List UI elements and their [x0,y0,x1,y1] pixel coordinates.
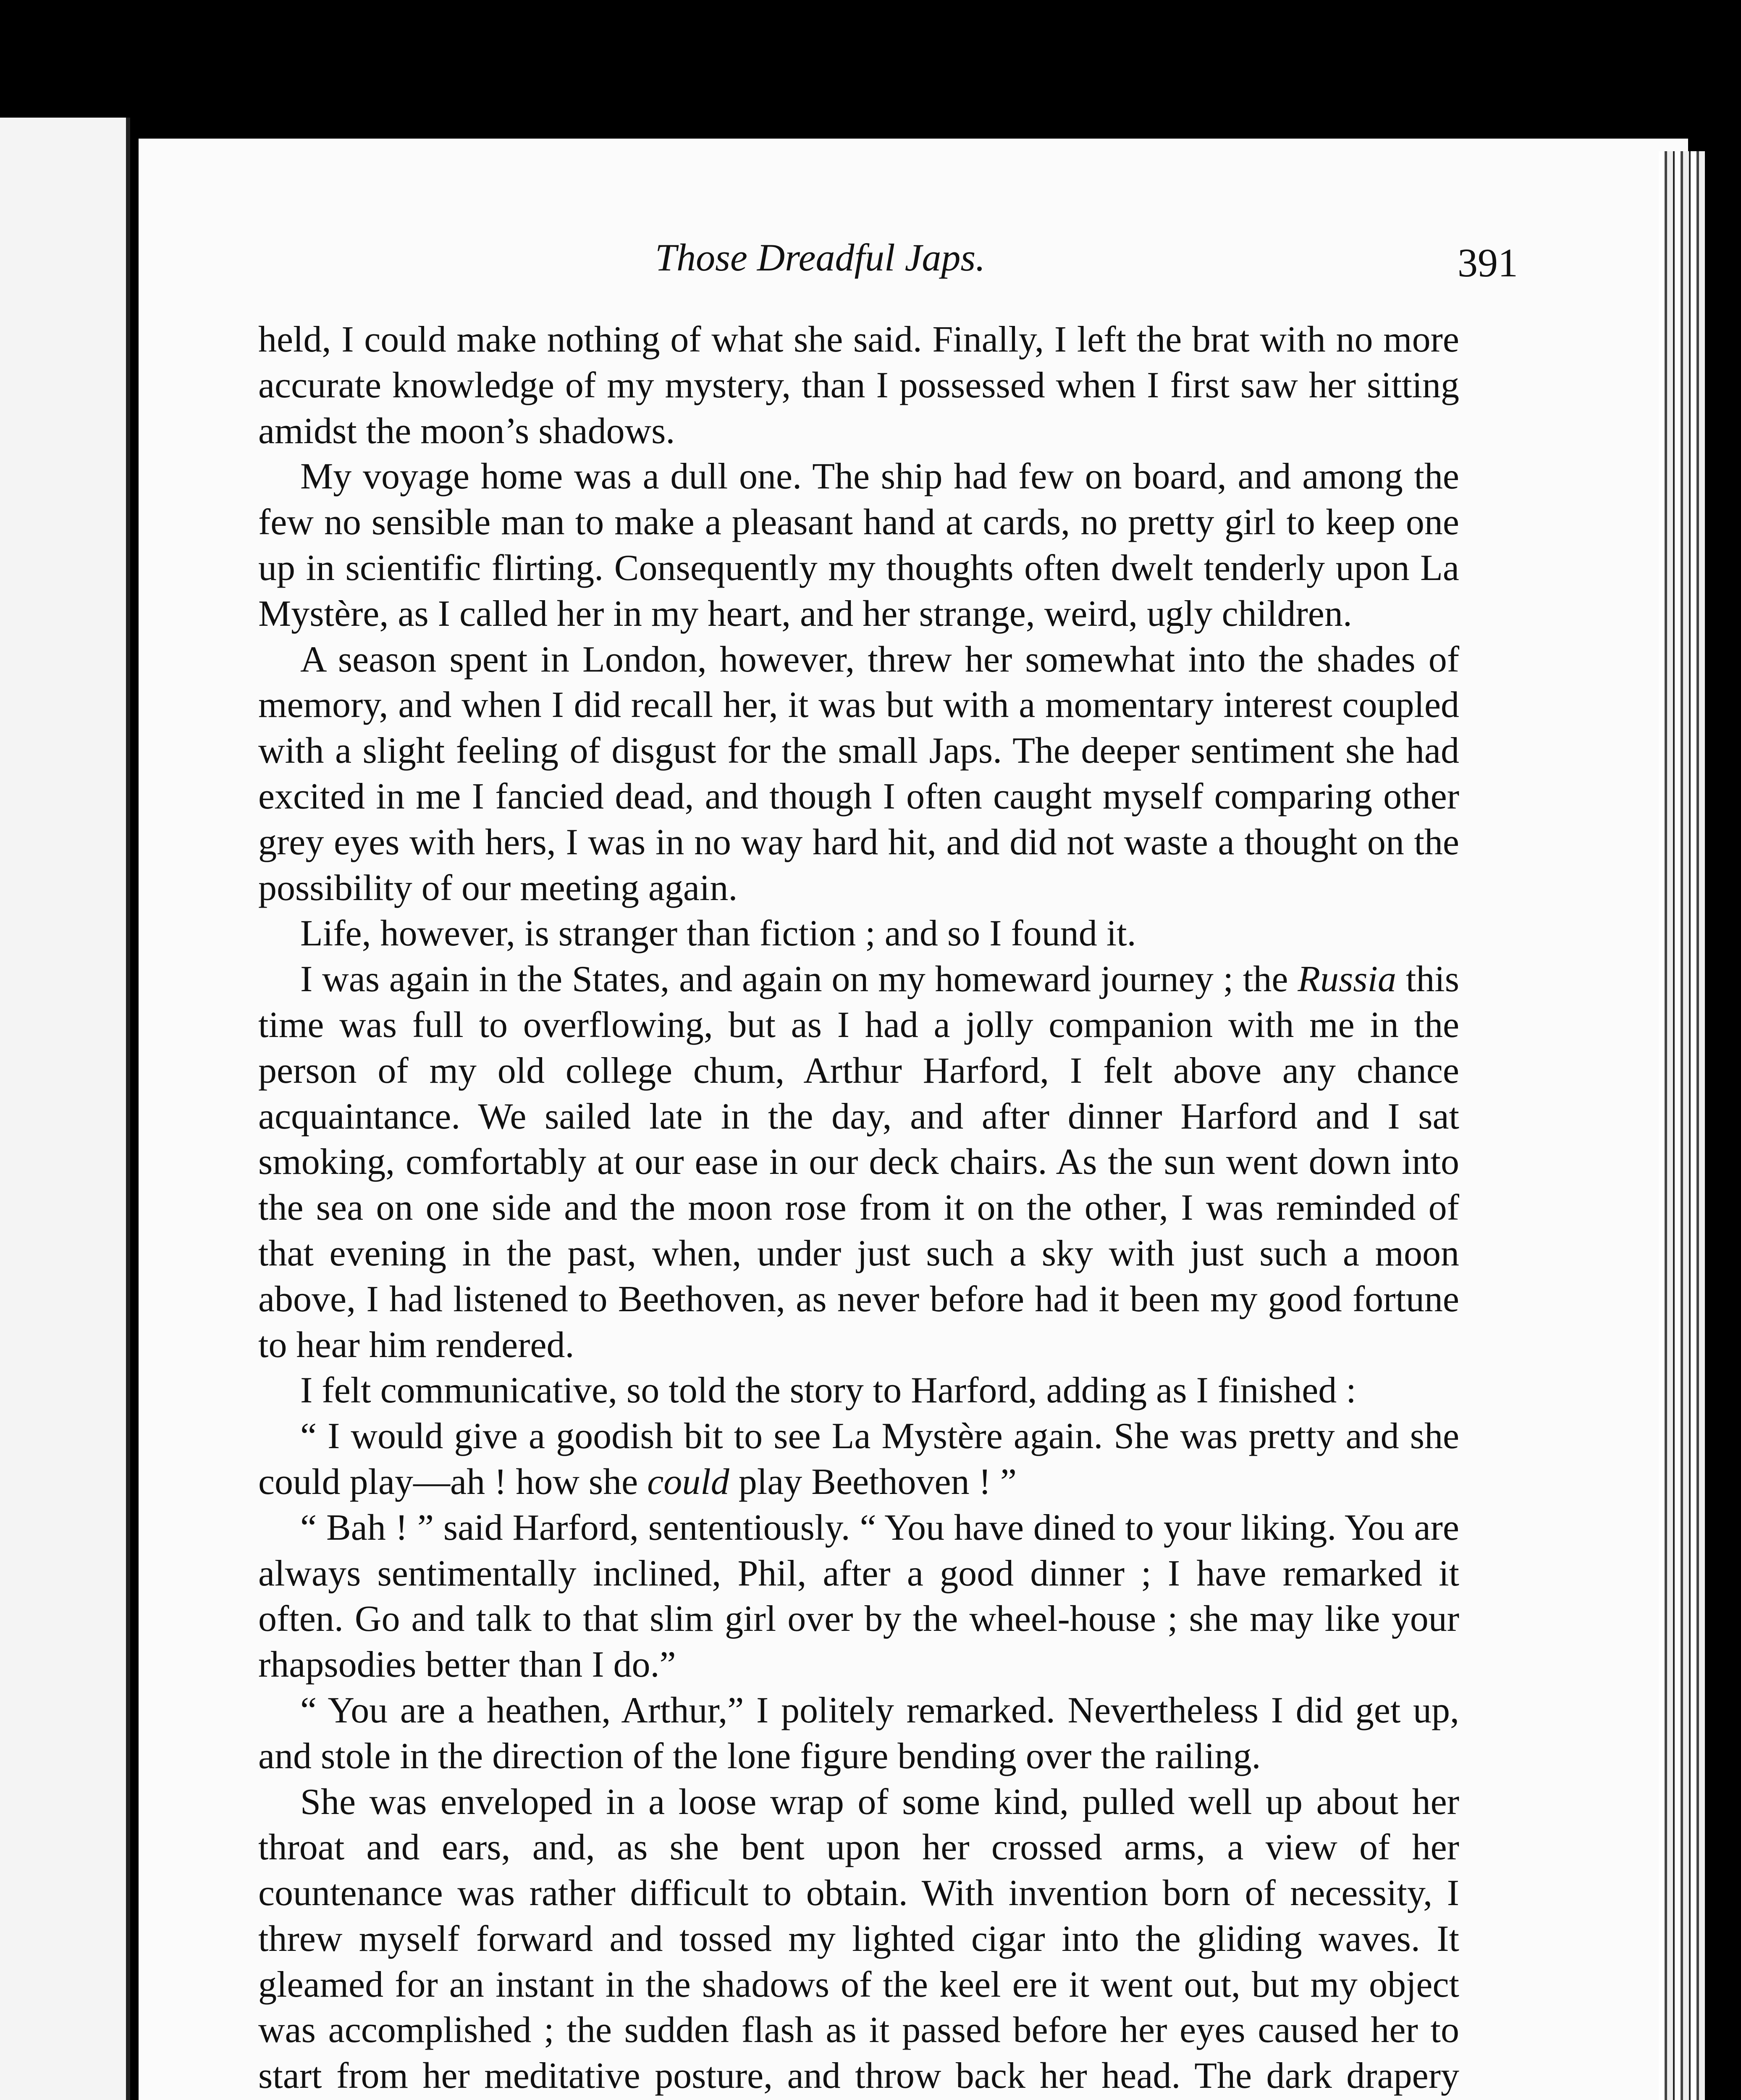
paragraph: My voyage home was a dull one. The ship had few on board, and among the few no sensible man to make a pleasant hand at cards, no pretty girl to keep one up in scientific flirting. Consequently my thoughts often dwelt tenderly upon La Mystère, as I called her in my heart, and her strange, weird, ugly children. [258,456,1459,634]
paragraph: held, I could make nothing of what she said. Finally, I left the brat with no more accurate knowledge of my mystery, than I possessed when I first saw her sitting amidst the moon’s shadows. [258,319,1459,452]
text-run: I was again in the States, and again on my homeward journey ; the [300,959,1298,1000]
paragraph: Life, however, is stranger than fiction ; and so I found it. [300,913,1136,954]
page-header [139,218,1518,294]
paragraph: A season spent in London, however, threw her somewhat into the shades of memory, and when I did recall her, it was but with a momentary interest coupled with a slight feeling of disgust for the small Japs. The deeper sentiment she had excited in me I fancied dead, and though I often caught myself comparing other grey eyes with hers, I was in no way hard hit, and did not waste a thought on the possibility of our meeting again. [258,639,1459,908]
italic-emphasis: could [647,1461,729,1502]
paragraph [258,1414,1459,1505]
paragraph: “ You are a heathen, Arthur,” I politely remarked. Nevertheless I did get up, and stole in the direction of the lone figure bending over the railing. [258,1690,1459,1777]
facing-page-edge [0,118,130,2100]
page-stack-edge [1659,151,1705,2100]
paragraph: I felt communicative, so told the story to Harford, adding as I finished : [300,1370,1356,1411]
paragraph [258,957,1459,1368]
italic-ship-name: Russia [1298,959,1396,1000]
paragraph: She was enveloped in a loose wrap of some kind, pulled well up about her throat and ears, and, as she bent upon her crossed arms, a view of her countenance was rather difficult to obtain. With invention born of necessity, I threw myself forward and tossed my lighted cigar into the gliding waves. It gleamed for an instant in the shadows of the keel ere it went out, but my object was accomplished ; the sudden flash as it passed before her eyes caused her to start from her meditative posture, and throw back her head. The dark drapery [258,1781,1459,2097]
paragraph: “ Bah ! ” said Harford, sententiously. “ You have dined to your liking. You are always sentimentally inclined, Phil, after a good dinner ; I have remarked it often. Go and talk to that slim girl over by the wheel-house ; she may like your rhapsodies better than I do.” [258,1507,1459,1685]
page-number: 391 [1458,240,1518,285]
body-text [258,317,1459,2100]
text-run: “ I would give a goodish bit to see La Mystère again. She was pretty and she could play—ah ! how she [258,1416,1459,1502]
running-title: Those Dreadful Japs. [655,236,986,279]
text-run: play Beethoven ! ” [729,1461,1017,1502]
text-run: this time was full to overflowing, but as I had a jolly companion with me in the person of my old college chum, Arthur Harford, I felt above any chance acquaintance. We sailed late in the day, and after dinner Harford and I sat smoking, comfortably at our ease in our deck chairs. As the sun went down into the sea on one side and the moon rose from it on the other, I was reminded of that evening in the past, when, under just such a sky with just such a moon above, I had listened to Beethoven, as never before had it been my good fortune to hear him rendered. [258,959,1459,1365]
